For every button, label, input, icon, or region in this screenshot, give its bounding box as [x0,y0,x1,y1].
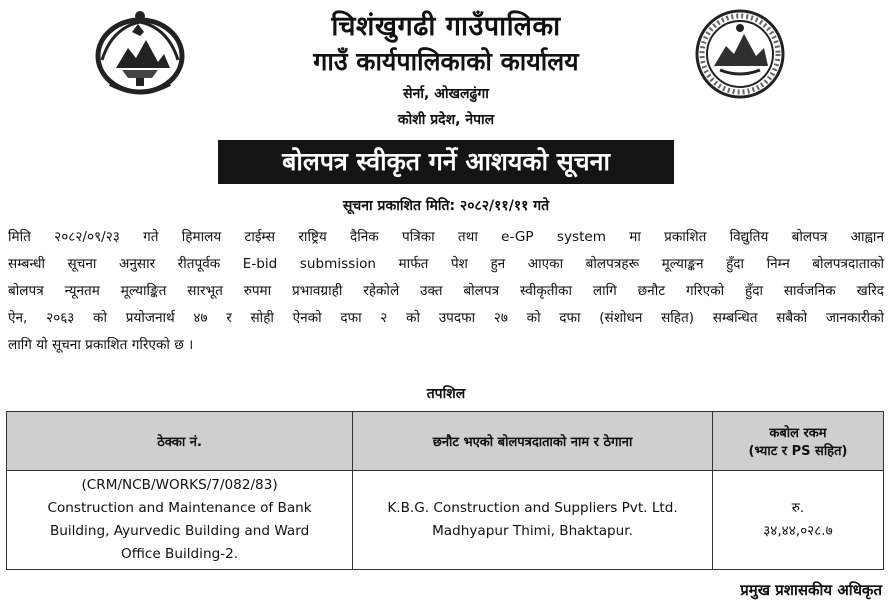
notice-body-line: ऐन, २०६३ को प्रयोजनार्थ ४७ र सोही ऐनको दफा २ को उपदफा २७ को दफा (संशोधन सहित) सम्बन्धित सबैको जानकारीको [8,310,884,326]
cell-contract [7,471,353,570]
amount-value: ३४,४४,०२८.७ [763,523,833,539]
cell-bidder [353,471,713,570]
details-heading: तपशिल [426,386,466,402]
municipality-name: चिशंखुगढी गाउँपालिका [331,11,561,42]
amount-prefix: रु. [791,500,805,516]
cell-amount [712,471,883,570]
office-name: गाउँ कार्यपालिकाको कार्यालय [313,47,579,76]
signatory-title: प्रमुख प्रशासकीय अधिकृत [740,581,882,599]
notice-body-line: बोलपत्र न्यूनतम मूल्याङ्कित सारभूत रुपमा प्रभावग्राही रहेकोले उक्त बोलपत्र स्वीकृतीका लागि छनौट गरिएको हुँदा सार्वजनिक खरिद [8,283,884,299]
bid-details-table [6,411,884,570]
table-row [7,471,884,570]
contract-line: Building, Ayurvedic Building and Ward [49,523,310,539]
contract-line: (CRM/NCB/WORKS/7/082/83) [81,477,278,493]
table-header-row [7,412,884,471]
notice-body-line: लागि यो सूचना प्रकाशित गरिएको छ । [8,337,194,353]
header-amount [712,412,883,471]
header-amount-line1: कबोल रकम [769,426,827,441]
contract-line: Construction and Maintenance of Bank [47,500,312,516]
notice-body [8,224,884,359]
bidder-line: K.B.G. Construction and Suppliers Pvt. Ltd. [387,500,678,516]
notice-body-line: सम्बन्धी सूचना अनुसार रीतपूर्वक E-bid submission मार्फत पेश हुन आएका बोलपत्रहरू मूल्याङ्कन हुँदा निम्न बोलपत्रदाताको [8,256,884,272]
notice-title: बोलपत्र स्वीकृत गर्ने आशयको सूचना [218,140,674,184]
address-line-2: कोशी प्रदेश, नेपाल [397,112,495,128]
bidder-line: Madhyapur Thimi, Bhaktapur. [432,523,633,539]
address-line-1: सेर्ना, ओखलढुंगा [403,86,489,102]
header-amount-line2: (भ्याट र PS सहित) [748,444,848,459]
header-contract-no: ठेक्का नं. [7,412,353,471]
header-bidder: छनौट भएको बोलपत्रदाताको नाम र ठेगाना [353,412,713,471]
contract-line: Office Building-2. [121,546,239,562]
publication-date: सूचना प्रकाशित मिति: २०८२/११/११ गते [342,198,550,214]
notice-body-line: मिति २०८२/०९/२३ गते हिमालय टाईम्स राष्ट्रिय दैनिक पत्रिका तथा e-GP system मा प्रकाशित विद्युतिय बोलपत्र आह्वान [8,229,884,245]
